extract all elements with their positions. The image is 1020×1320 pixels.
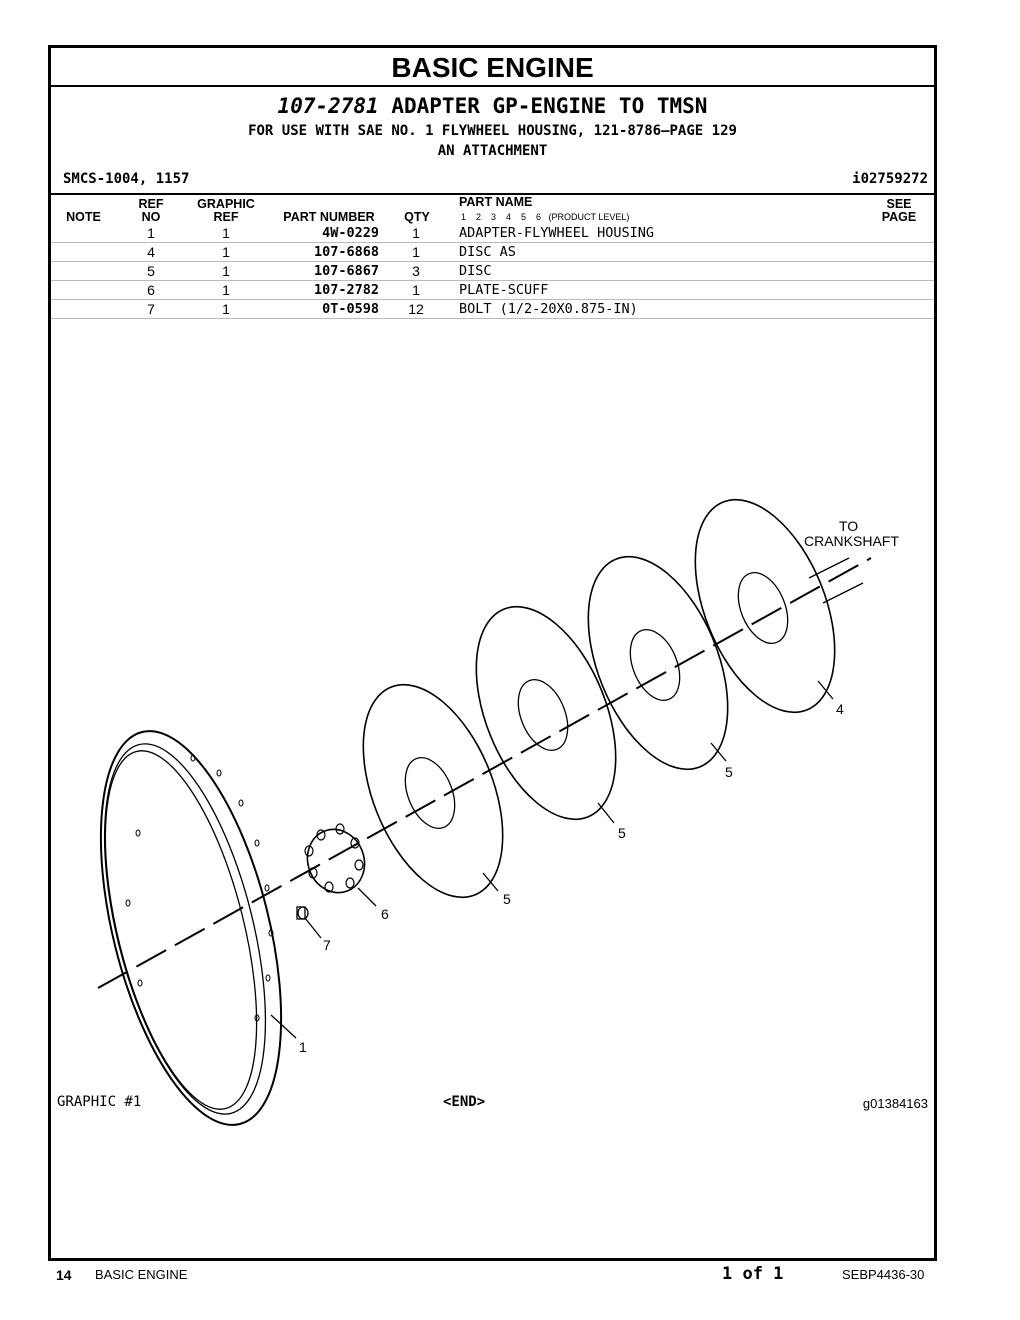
header-qty: QTY	[404, 210, 430, 224]
document-ident: i02759272	[852, 171, 928, 187]
center-axis-line	[98, 558, 871, 988]
end-tag: <END>	[443, 1094, 486, 1110]
qty: 1	[412, 225, 420, 241]
callout-5: 5	[503, 891, 511, 907]
graphic-ref: 1	[222, 244, 230, 260]
bolt-drawing	[297, 907, 321, 938]
page-frame	[48, 45, 937, 1261]
callout-1: 1	[299, 1039, 307, 1055]
header-see-bottom: PAGE	[881, 210, 917, 224]
ref-no: 1	[147, 225, 155, 241]
group-number: 107-2781	[277, 94, 379, 118]
part-name: DISC AS	[459, 244, 516, 260]
callout-4: 4	[836, 701, 844, 717]
smcs-code: SMCS-1004, 1157	[63, 171, 190, 187]
callout-6: 6	[381, 906, 389, 922]
qty: 1	[412, 282, 420, 298]
part-name: ADAPTER-FLYWHEEL HOUSING	[459, 225, 655, 241]
for-use-note: FOR USE WITH SAE NO. 1 FLYWHEEL HOUSING, 121-8786—PAGE 129	[248, 123, 737, 139]
footer-doc-id: SEBP4436-30	[842, 1267, 925, 1282]
graphic-ref: 1	[222, 282, 230, 298]
to-crankshaft-label-line2: CRANKSHAFT	[804, 533, 899, 549]
product-level-header: 1 2 3 4 5 6 (PRODUCT LEVEL)	[461, 212, 630, 222]
part-number: 4W-0229	[322, 225, 379, 241]
header-part-number: PART NUMBER	[283, 210, 375, 224]
section-title: BASIC ENGINE	[51, 48, 934, 87]
qty: 3	[412, 263, 420, 279]
ref-no: 6	[147, 282, 155, 298]
ref-no: 7	[147, 301, 155, 317]
ref-no: 5	[147, 263, 155, 279]
part-name: BOLT (1/2-20X0.875-IN)	[459, 301, 638, 317]
qty: 1	[412, 244, 420, 260]
graphic-ref: 1	[222, 263, 230, 279]
header-graphic-bottom: REF	[213, 210, 239, 224]
header-see-top: SEE	[886, 197, 912, 211]
callout-5: 5	[618, 825, 626, 841]
graphic-ref: 1	[222, 225, 230, 241]
qty: 12	[408, 301, 424, 317]
scuff-plate-drawing	[299, 821, 376, 906]
to-crankshaft-label-line1: TO	[839, 518, 859, 534]
ref-no: 4	[147, 244, 155, 260]
disc-drawing	[335, 665, 530, 918]
footer-section: BASIC ENGINE	[95, 1267, 188, 1282]
graphic-ref: 1	[222, 301, 230, 317]
graphic-id: g01384163	[862, 1096, 928, 1111]
graphic-label: GRAPHIC #1	[57, 1094, 142, 1110]
header-part-name: PART NAME	[459, 195, 533, 209]
header-graphic-top: GRAPHIC	[197, 197, 255, 211]
flywheel-housing-adapter-drawing	[66, 713, 315, 1143]
part-name: PLATE-SCUFF	[459, 282, 549, 298]
disc-drawing	[448, 587, 643, 840]
header-ref-bottom: NO	[141, 210, 161, 224]
header-note: NOTE	[66, 210, 101, 224]
callout-7: 7	[323, 937, 331, 953]
exploded-view-illustration	[51, 48, 934, 1258]
footer-page-number: 14	[56, 1267, 72, 1283]
group-name: ADAPTER GP-ENGINE TO TMSN	[391, 94, 708, 118]
part-name: DISC	[459, 263, 492, 279]
callout-5: 5	[725, 764, 733, 780]
footer-page-of: 1 of 1	[722, 1264, 784, 1284]
part-number: 107-6867	[313, 263, 379, 279]
part-number: 107-2782	[313, 282, 379, 298]
header-ref-top: REF	[138, 197, 164, 211]
attachment-note: AN ATTACHMENT	[437, 143, 548, 159]
part-number: 107-6868	[313, 244, 379, 260]
part-number: 0T-0598	[322, 301, 379, 317]
